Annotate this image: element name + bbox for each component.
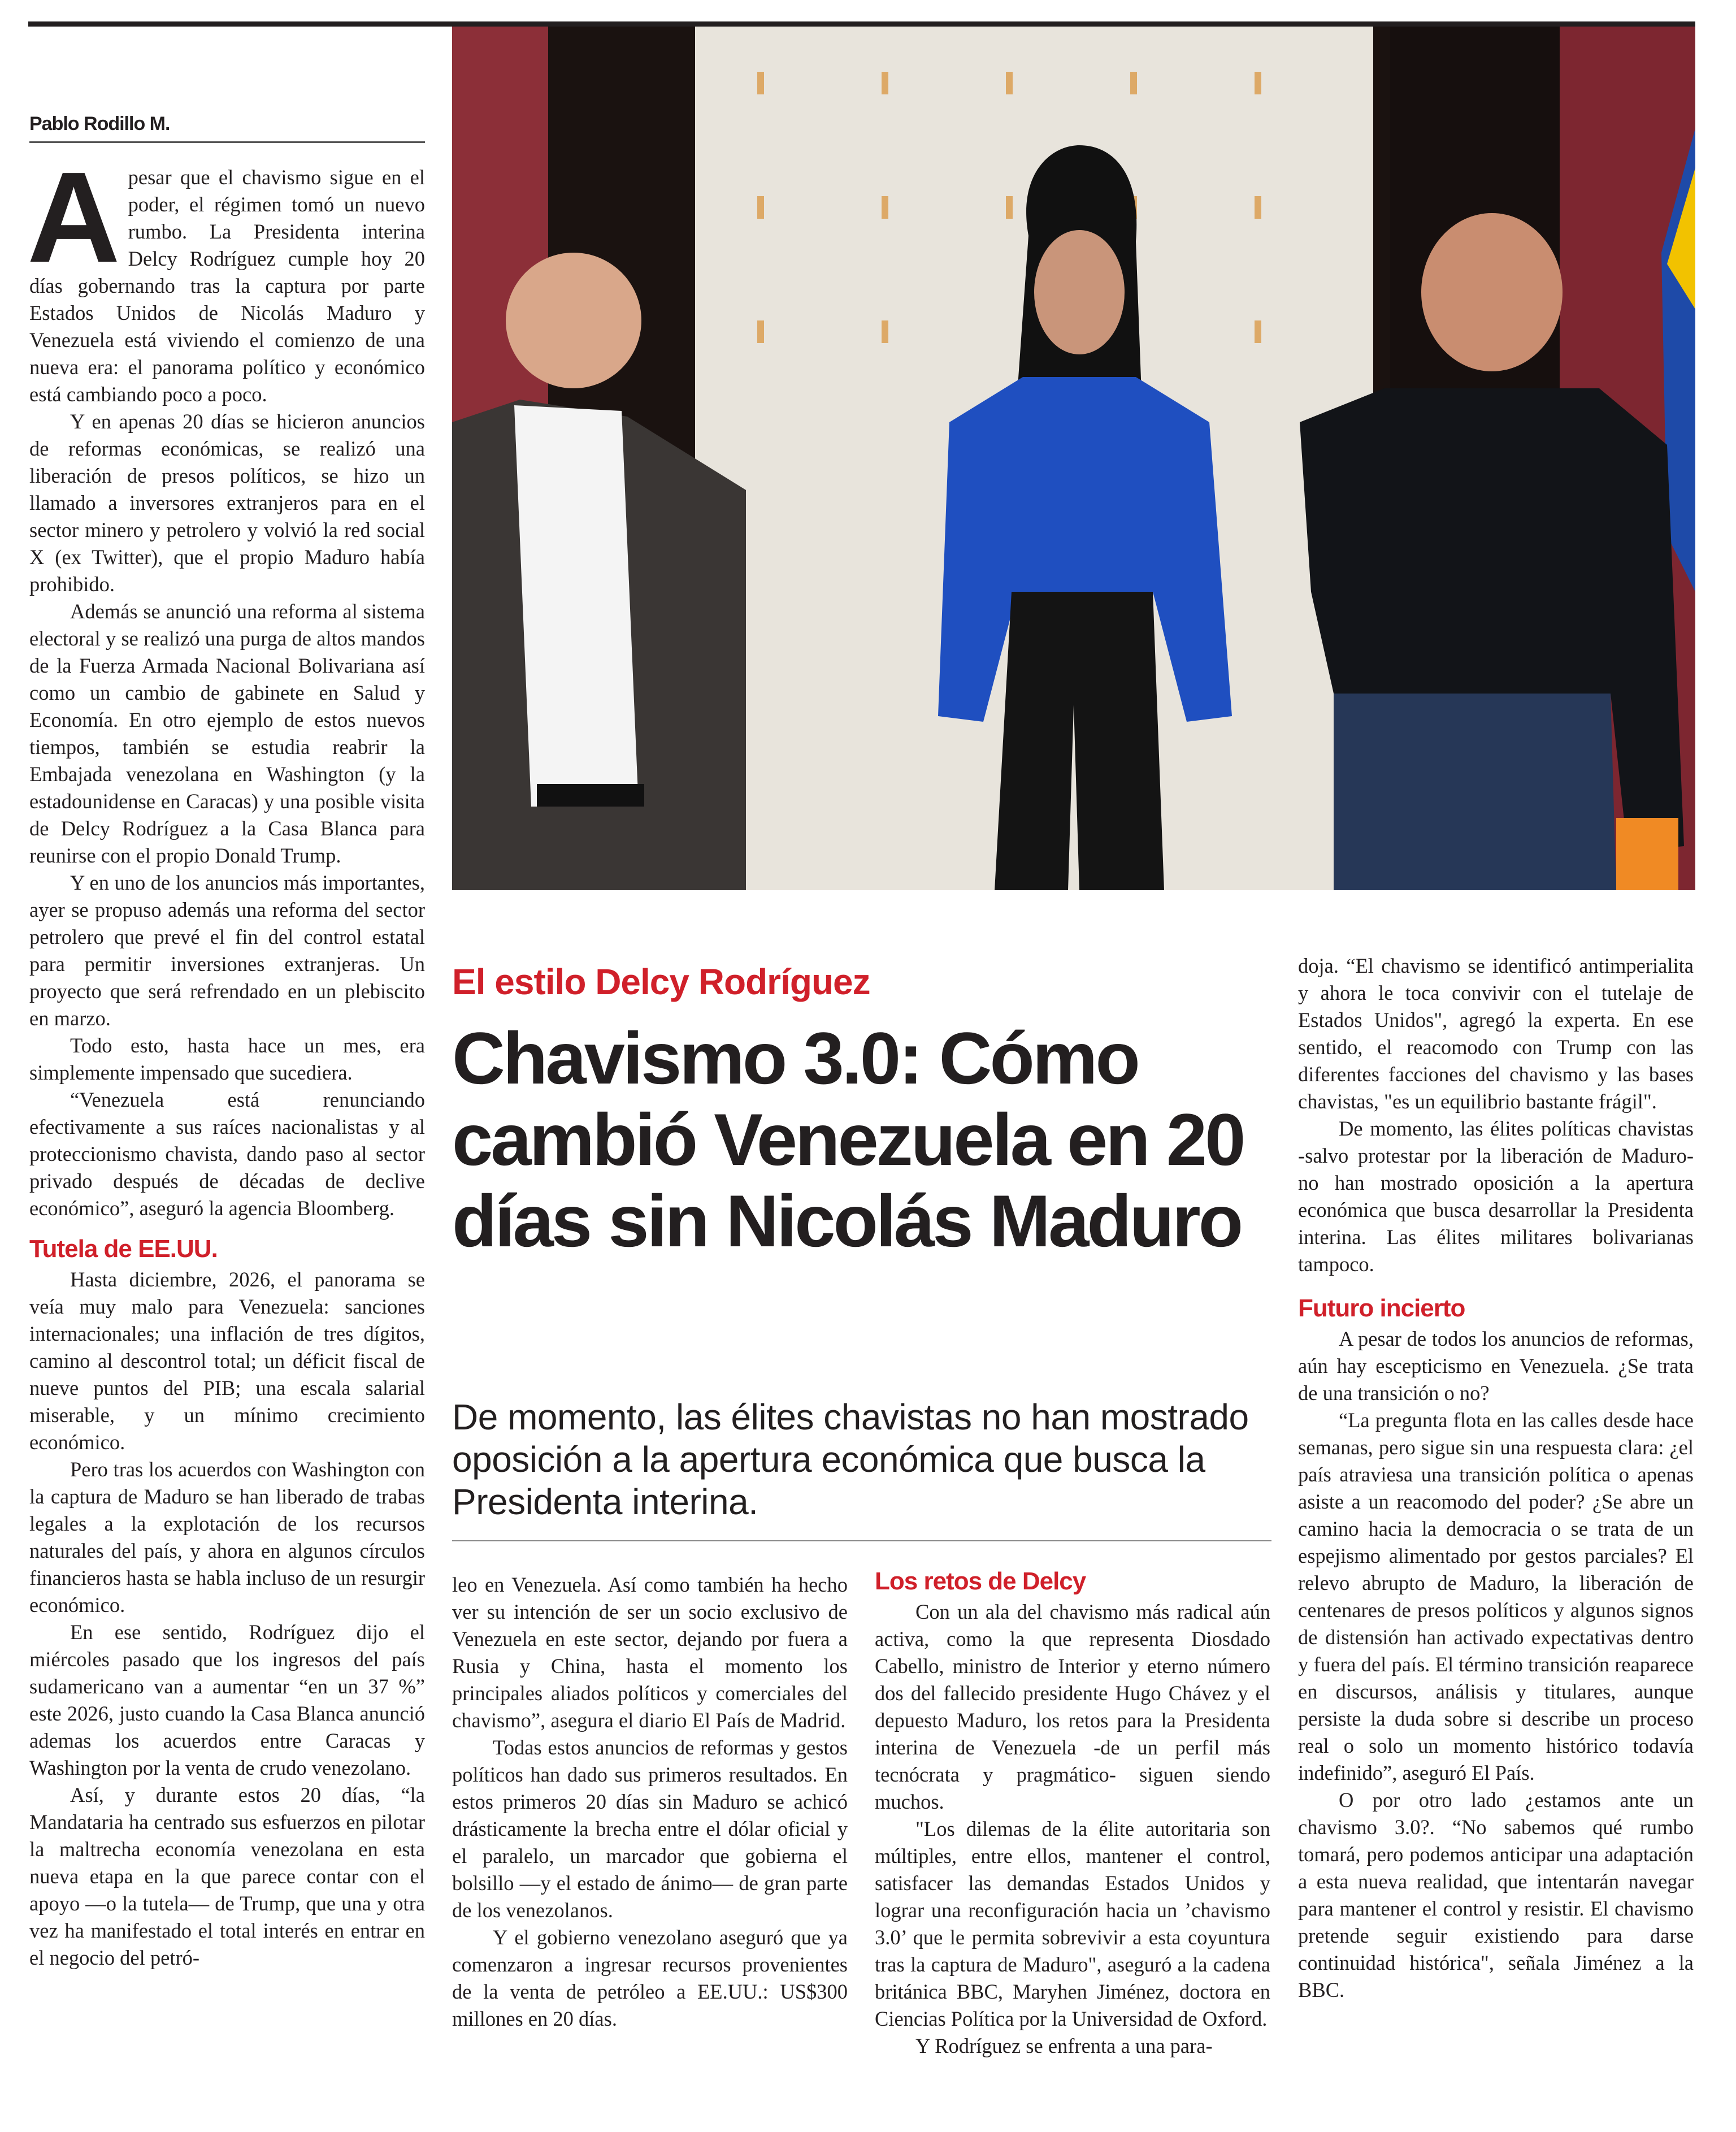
drop-cap: A [27, 146, 120, 289]
paragraph: Hasta diciembre, 2026, el panorama se veía muy malo para Venezuela: sanciones internacionales; una inflación de tres dígitos, camino al descontrol total; un déficit fiscal de nueve puntos del PIB; una escala salarial miserable, y un mínimo crecimiento económico. [29, 1268, 425, 1454]
paragraph: “Venezuela está renunciando efectivamente a sus raíces nacionalistas y al proteccionismo chavista, dando paso al sector privado después de décadas de declive económico”, aseguró la agencia Bloomberg. [29, 1088, 425, 1220]
column-3 [875, 1565, 1270, 2060]
paragraph: Apesar que el chavismo sigue en el poder, el régimen tomó un nuevo rumbo. La Presidenta interina Delcy Rodríguez cumple hoy 20 días gobernando tras la captura por parte Estados Unidos de Nicolás Maduro y Venezuela está viviendo el comienzo de una nueva era: el panorama político y económico está cambiando poco a poco. [27, 146, 425, 406]
deck-divider [452, 1540, 1271, 1541]
news-photo [452, 27, 1695, 890]
deck: De momento, las élites chavistas no han mostrado oposición a la apertura económica que busca la Presidenta interina. [452, 1397, 1249, 1522]
byline: Pablo Rodillo M. [29, 113, 170, 135]
paragraph: Con un ala del chavismo más radical aún activa, como la que representa Diosdado Cabello, ministro de Interior y eterno número dos del fallecido presidente Hugo Chávez y el depuesto Maduro, los retos para la Presidenta interina de Venezuela -de un perfil más tecnócrata y pragmático- siguen siendo muchos. [875, 1600, 1270, 1813]
column-2 [452, 1571, 848, 2033]
subhead-retos: Los retos de Delcy [875, 1567, 1086, 1595]
subhead-futuro: Futuro incierto [1298, 1294, 1465, 1322]
subhead-tutela: Tutela de EE.UU. [29, 1235, 218, 1263]
paragraph: Y el gobierno venezolano aseguró que ya comenzaron a ingresar recursos provenientes de la venta de petróleo a EE.UU.: US$300 millones en 20 días. [452, 1926, 848, 2030]
paragraph: “La pregunta flota en las calles desde hace semanas, pero sigue sin una respuesta clara: ¿el país atraviesa una transición política o apenas asiste a un reacomodo del poder? ¿Se abre un camino hacia la democracia o se trata de un espejismo alimentado por gestos parciales? El relevo abrupto de Maduro, la liberación de centenares de presos políticos y algunos signos de distensión han activado expectativas dentro y fuera del país. El término transición reaparece en discursos, análisis y titulares, aunque persiste la duda sobre si describe un proceso real o solo un momento histórico todavía indefinido”, aseguró El País. [1298, 1409, 1694, 1784]
paragraph: O por otro lado ¿estamos ante un chavismo 3.0?. “No sabemos qué rumbo tomará, pero podemos anticipar una adaptación a esta nueva realidad, que intentarán navegar para mantener el control y resistir. El chavismo pretende seguir existiendo para darse continuidad histórica", señala Jiménez a la BBC. [1298, 1788, 1694, 2001]
column-4 [1298, 952, 1694, 2004]
byline-divider [29, 141, 425, 143]
paragraph: leo en Venezuela. Así como también ha hecho ver su intención de ser un socio exclusivo de Venezuela en este sector, dejando por fuera a Rusia y China, hasta el momento los principales aliados políticos y comerciales del chavismo”, asegura el diario El País de Madrid. [452, 1573, 848, 1732]
top-rule [28, 21, 1695, 27]
paragraph: Pero tras los acuerdos con Washington con la captura de Maduro se han liberado de trabas legales a la explotación de los recursos naturales del país, y ahora en algunos círculos financieros hasta se habla incluso de un resurgir económico. [29, 1458, 425, 1617]
paragraph: Y en apenas 20 días se hicieron anuncios de reformas económicas, se realizó una liberación de presos políticos, se hizo un llamado a inversores extranjeros para en el sector minero y petrolero y volvió la red social X (ex Twitter), que el propio Maduro había prohibido. [29, 410, 425, 596]
paragraph: "Los dilemas de la élite autoritaria son múltiples, entre ellos, mantener el control, satisfacer las demandas Estados Unidos y lograr una reconfiguración hacia un ’chavismo 3.0’ que le permita sobrevivir a esta coyuntura tras la captura de Maduro", aseguró a la cadena británica BBC, Maryhen Jiménez, doctora en Ciencias Política por la Universidad de Oxford. [875, 1817, 1270, 2030]
paragraph: A pesar de todos los anuncios de reformas, aún hay escepticismo en Venezuela. ¿Se trata de una transición o no? [1298, 1327, 1694, 1405]
paragraph: Todas estos anuncios de reformas y gestos políticos han dado sus primeros resultados. En estos primeros 20 días sin Maduro se achicó drásticamente la brecha entre el dólar oficial y el paralelo, un marcador que gobierna el bolsillo —y el estado de ánimo— de gran parte de los venezolanos. [452, 1736, 848, 1922]
paragraph: doja. “El chavismo se identificó antimperialita y ahora le toca convivir con el tutelaje de Estados Unidos", agregó la experta. En ese sentido, el reacomodo con Trump con las diferentes facciones del chavismo y las bases chavistas, "es un equilibrio bastante frágil". [1298, 954, 1694, 1113]
column-1 [27, 146, 425, 1971]
paragraph: Todo esto, hasta hace un mes, era simplemente impensado que sucediera. [29, 1034, 425, 1084]
paragraph: Así, y durante estos 20 días, “la Mandataria ha centrado sus esfuerzos en pilotar la maltrecha economía venezolana en esta nueva etapa en la que parece contar con el apoyo —o la tutela— de Trump, que una y otra vez ha manifestado el total interés en entrar en el negocio del petró- [29, 1783, 425, 1969]
photo-illustration [452, 27, 1695, 890]
paragraph: Y en uno de los anuncios más importantes, ayer se propuso además una reforma del sector petrolero que prevé el fin del control estatal para permitir inversiones extranjeras. Un proyecto que será refrendado en un plebiscito en marzo. [29, 871, 425, 1030]
paragraph: De momento, las élites políticas chavistas -salvo protestar por la liberación de Maduro- no han mostrado oposición a la apertura económica que busca desarrollar la Presidenta interina. Las élites militares bolivarianas tampoco. [1298, 1117, 1694, 1276]
paragraph: Y Rodríguez se enfrenta a una para- [915, 2034, 1213, 2057]
kicker: El estilo Delcy Rodríguez [452, 961, 870, 1002]
paragraph: En ese sentido, Rodríguez dijo el miércoles pasado que los ingresos del país sudamericano van a aumentar “en un 37 %” este 2026, justo cuando la Casa Blanca anunció ademas los acuerdos entre Caracas y Washington por la venta de crudo venezolano. [29, 1620, 425, 1779]
headline: Chavismo 3.0: Cómo cambió Venezuela en 20 días sin Nicolás Maduro [452, 1017, 1244, 1262]
paragraph: Además se anunció una reforma al sistema electoral y se realizó una purga de altos mandos de la Fuerza Armada Nacional Bolivariana así como un cambio de gabinete en Salud y Economía. En otro ejemplo de estos nuevos tiempos, también se estudia reabrir la Embajada venezolana en Washington (y la estadounidense en Caracas) y una posible visita de Delcy Rodríguez a la Casa Blanca para reunirse con el propio Donald Trump. [29, 600, 425, 867]
